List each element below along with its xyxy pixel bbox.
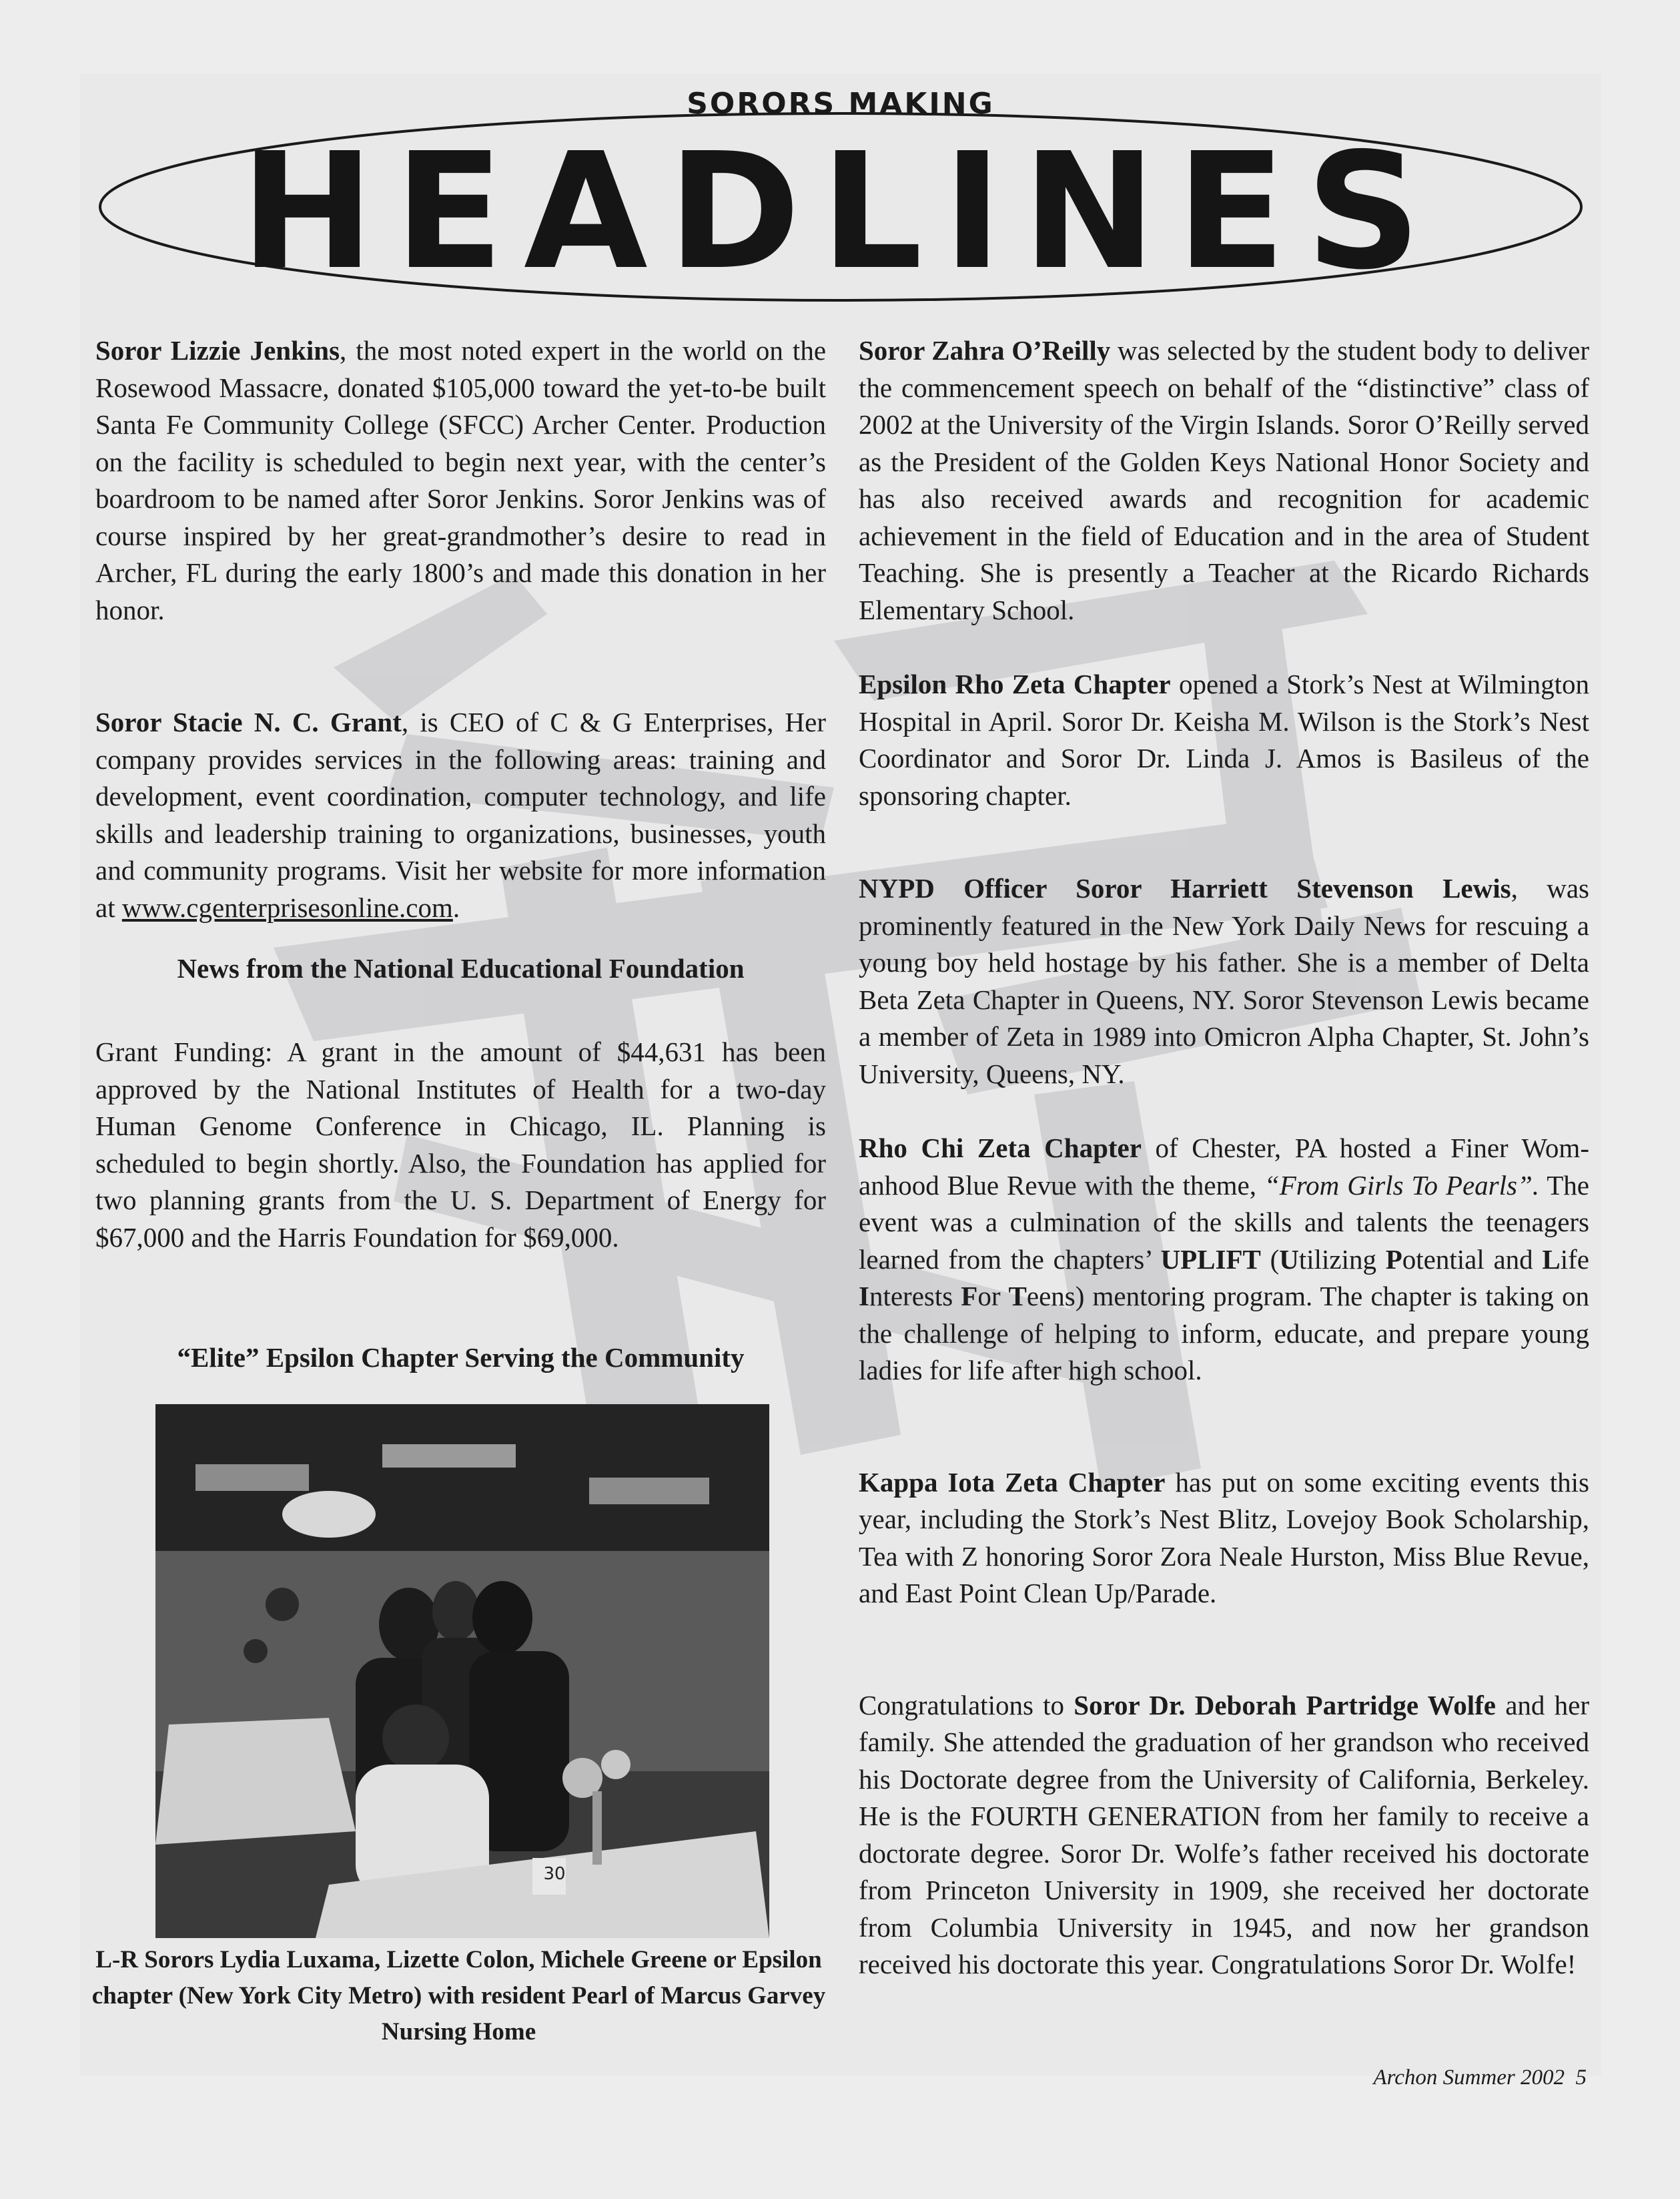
article-harriett-lewis xyxy=(859,870,1589,1092)
article-body: The event was a culmination of the skills and talents the teenagers learned from the chapters’ xyxy=(859,1169,1589,1275)
article-name: Soror Stacie N. C. Grant xyxy=(95,707,402,737)
article-rho-chi-zeta xyxy=(859,1130,1589,1389)
article-lead: Congratulations to xyxy=(859,1689,1074,1720)
article-name: Kappa Iota Zeta Chapter xyxy=(859,1466,1166,1498)
acronym-letter: U xyxy=(1279,1243,1299,1275)
photo-heading: “Elite” Epsilon Chapter Serving the Community xyxy=(177,1342,745,1373)
masthead-title: HEADLINES xyxy=(240,118,1441,305)
publication-name: Archon Summer 2002 xyxy=(1373,2066,1565,2090)
article-deborah-wolfe xyxy=(859,1687,1589,1983)
article-body: otential and xyxy=(1402,1243,1543,1275)
acronym-letter: I xyxy=(859,1281,869,1311)
article-body: of Chester, PA hosted a Finer Wom-anhood Blue Revue with the theme, xyxy=(859,1133,1589,1201)
article-kappa-iota-zeta xyxy=(859,1464,1589,1612)
article-body: opened a Stork’s Nest at Wilmington Hospital in April. Soror Dr. Keisha M. Wilson is the Stork’s Nest Coordinator and Soror Dr. Linda J. Amos is Basileus of the sponsoring chapter. xyxy=(859,669,1589,811)
group-photo xyxy=(155,1404,769,1938)
article-name: NYPD Officer Soror Harriett Stevenson Lewis xyxy=(859,873,1511,904)
section-subhead: News from the National Educational Foundation xyxy=(177,953,745,984)
left-column xyxy=(95,332,826,1256)
article-body: ( xyxy=(1260,1243,1280,1275)
article-body: , was prominently featured in the New York Daily News for rescuing a young boy held hostage by his father. She is a member of Delta Beta Zeta Chapter in Queens, NY. Soror Stevenson Lewis became a member of Zeta in 1989 into Omicron Alpha Chapter, St. John’s University, Queens, NY. xyxy=(859,873,1589,1089)
article-lizzie-jenkins xyxy=(95,332,826,629)
article-body: ife xyxy=(1560,1243,1589,1275)
article-body: or xyxy=(977,1281,1009,1311)
article-body: , is CEO of C & G Enterprises, Her company provides services in the following areas: training and development, event coordination, computer technology, and life skills and leadership training to organizations, businesses, youth and community programs. Visit her website for more information at xyxy=(95,707,826,923)
article-body: was selected by the student body to deliver the commencement speech on behalf of the “distinctive” class of 2002 at the University of the Virgin Islands. Soror O’Reilly served as the President of the Golden Keys National Honor Society and has also received awards and recognition for academic achievement in the field of Education and in the area of Student Teaching. She is presently a Teacher at the Ricardo Richards Elementary School. xyxy=(859,335,1589,625)
masthead xyxy=(93,87,1588,307)
article-body: , the most noted expert in the world on the Rosewood Massacre, donated $105,000 toward the yet-to-be built Santa Fe Community College (SFCC) Archer Center. Production on the facility is scheduled to begin next year, with the center’s boardroom to be named after Soror Jenkins. Soror Jenkins was of course inspired by her great-grandmother’s desire to read in Archer, FL during the early 1800’s and made this donation in her honor. xyxy=(95,335,827,625)
theme-title: “From Girls To Pearls”. xyxy=(1264,1169,1540,1201)
article-body: and her family. She attended the graduation of her grandson who received his Doctorate degree from the University of California, Berkeley. He is the FOURTH GENERATION from her family to receive a doctorate degree. Soror Dr. Wolfe’s father received his doctorate from Princeton University in 1909, she received her doctorate from Columbia University in 1945, and now her grandson received his doctorate this year. Congratulations Soror Dr. Wolfe! xyxy=(859,1689,1589,1979)
article-name: Soror Lizzie Jenkins xyxy=(95,335,340,366)
page-number: 5 xyxy=(1575,2066,1587,2090)
article-name: Epsilon Rho Zeta Chapter xyxy=(859,669,1171,699)
acronym-letter: L xyxy=(1542,1243,1561,1275)
article-grant-funding: Grant Funding: A grant in the amount of $44,631 has been approved by the National Institutes of Health for a two-day Human Genome Conference in Chicago, IL. Planning is scheduled to begin shortly. Also, the Foundation has applied for two planning grants from the U. S. Department of Energy for $67,000 and the Harris Foundation for $69,000. xyxy=(95,1036,826,1253)
table-number-card: 30 xyxy=(543,1864,566,1884)
article-body: has put on some exciting events this year, including the Stork’s Nest Blitz, Lovejoy Book Scholarship, Tea with Z honoring Soror Zora Neale Hurston, Miss Blue Revue, and East Point Clean Up/Parade. xyxy=(859,1466,1589,1608)
masthead-kicker: SORORS MAKING xyxy=(687,87,995,121)
acronym-letter: T xyxy=(1008,1281,1027,1311)
article-body: nterests xyxy=(869,1281,961,1311)
article-name: Soror Zahra O’Reilly xyxy=(859,335,1111,366)
website-link[interactable]: www.cgenterprisesonline.com xyxy=(121,892,453,923)
article-zahra-oreilly xyxy=(859,332,1589,629)
article-end: . xyxy=(452,892,460,923)
page-footer xyxy=(1373,2066,1587,2090)
program-name: UPLIFT xyxy=(1160,1243,1261,1275)
article-epsilon-rho-zeta xyxy=(859,666,1589,814)
right-column xyxy=(859,332,1589,1983)
article-name: Soror Dr. Deborah Partridge Wolfe xyxy=(1074,1689,1496,1720)
acronym-letter: F xyxy=(961,1281,978,1311)
acronym-letter: P xyxy=(1385,1243,1402,1275)
article-body: tilizing xyxy=(1298,1243,1386,1275)
article-name: Rho Chi Zeta Chapter xyxy=(859,1133,1142,1163)
photo-caption: L-R Sorors Lydia Luxama, Lizette Colon, Michele Greene or Epsilon chapter (New York City Metro) with resident Pearl of Marcus Garvey Nursing Home xyxy=(91,1946,826,2046)
article-stacie-grant xyxy=(95,704,826,926)
article-body: eens) mentoring program. The chapter is taking on the challenge of helping to inform, educate, and prepare young ladies for life after high school. xyxy=(859,1281,1589,1385)
